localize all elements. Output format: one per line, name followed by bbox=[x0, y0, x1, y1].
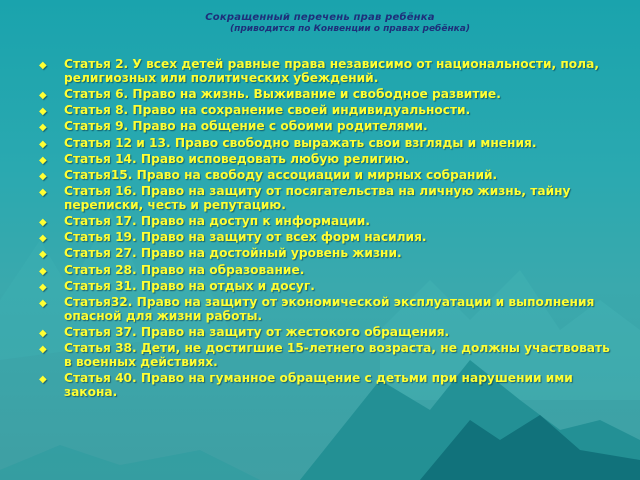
list-item-text: Статья 14. Право исповедовать любую религию. bbox=[64, 151, 410, 166]
diamond-bullet-icon: ◆ bbox=[39, 249, 47, 261]
list-item-text: Статья 2. У всех детей равные права независимо от национальности, пола, религиозных или политических убеждений. bbox=[64, 57, 599, 85]
list-item-text: Статья15. Право на свободу ассоциации и мирных собраний. bbox=[64, 167, 498, 182]
list-item-text: Статья 12 и 13. Право свободно выражать свои взгляды и мнения. bbox=[64, 135, 537, 150]
slide-title: Сокращенный перечень прав ребёнка bbox=[205, 12, 435, 23]
subtitle-emphasis: Конвенции bbox=[313, 24, 371, 34]
diamond-bullet-icon: ◆ bbox=[39, 122, 47, 134]
diamond-bullet-icon: ◆ bbox=[39, 154, 47, 166]
diamond-bullet-icon: ◆ bbox=[39, 374, 47, 386]
list-item-text: Статья 16. Право на защиту от посягательства на личную жизнь, тайну переписки, честь и репутацию. bbox=[64, 184, 571, 212]
list-item bbox=[38, 296, 618, 324]
diamond-bullet-icon: ◆ bbox=[39, 281, 47, 293]
list-item-text: Статья 38. Дети, не достигшие 15-летнего возраста, не должны участвовать в военных действиях. bbox=[64, 341, 610, 369]
list-item-text: Статья 27. Право на достойный уровень жизни. bbox=[64, 246, 402, 261]
diamond-bullet-icon: ◆ bbox=[39, 265, 47, 277]
diamond-bullet-icon: ◆ bbox=[39, 217, 47, 229]
list-item bbox=[38, 153, 618, 167]
list-item-text: Статья 19. Право на защиту от всех форм насилия. bbox=[64, 230, 427, 245]
list-item-text: Статья 8. Право на сохранение своей индивидуальности. bbox=[64, 103, 471, 118]
diamond-bullet-icon: ◆ bbox=[39, 89, 47, 101]
list-item bbox=[38, 185, 618, 213]
list-item-text: Статья 40. Право на гуманное обращение с детьми при нарушении ими закона. bbox=[64, 371, 573, 399]
diamond-bullet-icon: ◆ bbox=[39, 60, 47, 71]
list-item bbox=[38, 215, 618, 229]
list-item-text: Статья 37. Право на защиту от жестокого обращения. bbox=[64, 325, 450, 340]
slide-header bbox=[0, 12, 640, 34]
diamond-bullet-icon: ◆ bbox=[39, 106, 47, 118]
list-item bbox=[38, 104, 618, 118]
subtitle-prefix: (приводится по bbox=[230, 24, 314, 34]
list-item bbox=[38, 342, 618, 370]
diamond-bullet-icon: ◆ bbox=[39, 138, 47, 150]
list-item-text: Статья 6. Право на жизнь. Выживание и свободное развитие. bbox=[64, 86, 501, 101]
list-item bbox=[38, 58, 618, 86]
diamond-bullet-icon: ◆ bbox=[39, 233, 47, 245]
list-item bbox=[38, 120, 618, 134]
diamond-bullet-icon: ◆ bbox=[39, 344, 47, 356]
list-item bbox=[38, 137, 618, 151]
diamond-bullet-icon: ◆ bbox=[39, 170, 47, 182]
list-item-text: Статья 9. Право на общение с обоими родителями. bbox=[64, 119, 428, 134]
list-item bbox=[38, 247, 618, 261]
diamond-bullet-icon: ◆ bbox=[39, 298, 47, 310]
list-item bbox=[38, 326, 618, 340]
diamond-bullet-icon: ◆ bbox=[39, 328, 47, 340]
list-item bbox=[38, 280, 618, 294]
subtitle-suffix: о правах ребёнка) bbox=[370, 24, 470, 34]
list-item bbox=[38, 372, 618, 400]
list-item bbox=[38, 231, 618, 245]
slide-subtitle bbox=[0, 24, 640, 34]
list-item bbox=[38, 169, 618, 183]
list-item-text: Статья 31. Право на отдых и досуг. bbox=[64, 278, 315, 293]
list-item-text: Статья 28. Право на образование. bbox=[64, 262, 305, 277]
list-item bbox=[38, 264, 618, 278]
rights-list bbox=[38, 58, 618, 402]
diamond-bullet-icon: ◆ bbox=[39, 187, 47, 199]
list-item bbox=[38, 88, 618, 102]
list-item-text: Статья32. Право на защиту от экономической эксплуатации и выполнения опасной для жизни работы. bbox=[64, 295, 595, 323]
list-item-text: Статья 17. Право на доступ к информации. bbox=[64, 214, 370, 229]
